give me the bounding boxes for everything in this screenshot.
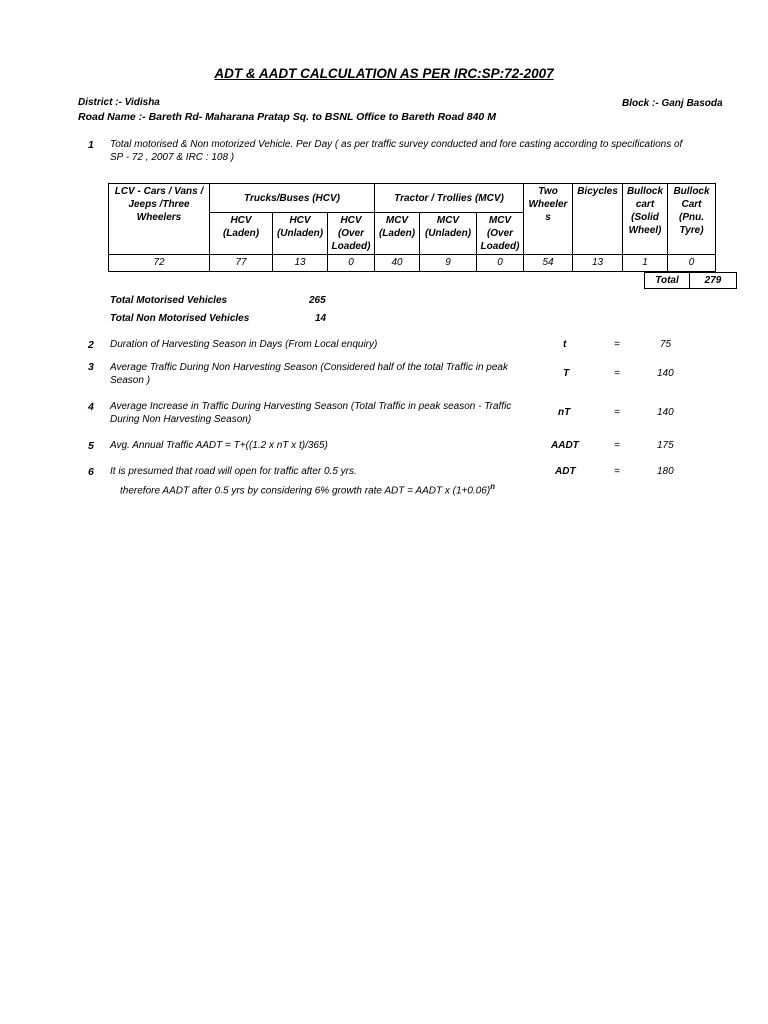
col-header-mcv-laden: MCV (Laden) (375, 213, 420, 255)
item-symbol: nT (558, 407, 571, 418)
col-header-mcv-over-loaded: MCV (Over Loaded) (477, 213, 524, 255)
col-header-hcv-laden: HCV (Laden) (210, 213, 273, 255)
item-equals: = (614, 339, 620, 350)
cell-mcv-unladen: 9 (420, 255, 477, 272)
col-header-bicycles: Bicycles (573, 184, 623, 255)
item-equals: = (614, 466, 620, 477)
item-text: Average Traffic During Non Harvesting Season (Considered half of the total Traffic in peak Season ) (110, 362, 508, 386)
item-value: 140 (657, 368, 674, 379)
item-symbol: AADT (551, 440, 579, 451)
item1-text-line2: SP - 72 , 2007 & IRC : 108 ) (110, 152, 235, 163)
total-motorised-label: Total Motorised Vehicles (110, 295, 228, 306)
cell-mcv-over-loaded: 0 (477, 255, 524, 272)
item-number: 2 (88, 339, 94, 351)
col-header-hcv-unladen: HCV (Unladen) (273, 213, 328, 255)
item-value: 75 (660, 339, 672, 350)
item-number: 3 (88, 361, 94, 373)
item-text: Average Increase in Traffic During Harvesting Season (Total Traffic in peak season - Traffic During Non Harvesting Season) (110, 401, 512, 425)
item-symbol: T (563, 368, 570, 379)
col-header-lcv: LCV - Cars / Vans / Jeeps /Three Wheelers (109, 184, 210, 255)
item1-text-line1: Total motorised & Non motorized Vehicle. Per Day ( as per traffic survey conducted and fore casting according to specifications of (110, 139, 683, 150)
item-value: 175 (657, 440, 674, 451)
item-value: 140 (657, 407, 674, 418)
item-value: 180 (657, 466, 674, 477)
cell-bullock-cart-pnu: 0 (668, 255, 716, 272)
item6-growth-formula: therefore AADT after 0.5 yrs by considering 6% growth rate ADT = AADT x $(1+0.06)^n$ (120, 482, 496, 497)
exponent-n: n (490, 482, 496, 491)
cell-lcv: 72 (109, 255, 210, 272)
total-box (644, 272, 737, 289)
group-header-mcv: Tractor / Trollies (MCV) (375, 184, 524, 213)
cell-mcv-laden: 40 (375, 255, 420, 272)
traffic-count-table (108, 183, 716, 272)
item-text: Duration of Harvesting Season in Days (From Local enquiry) (110, 339, 378, 350)
page-title: ADT & AADT CALCULATION AS PER IRC:SP:72-2007 (214, 66, 554, 81)
item-text: It is presumed that road will open for traffic after 0.5 yrs. (110, 466, 357, 477)
col-header-hcv-over-loaded: HCV (Over Loaded) (328, 213, 375, 255)
cell-hcv-laden: 77 (210, 255, 273, 272)
cell-bullock-cart-solid: 1 (623, 255, 668, 272)
cell-hcv-over-loaded: 0 (328, 255, 375, 272)
item-equals: = (614, 368, 620, 379)
cell-hcv-unladen: 13 (273, 255, 328, 272)
total-non-motorised-value: 14 (315, 313, 327, 324)
item-symbol: ADT (555, 466, 576, 477)
col-header-two-wheelers: Two Wheeler s (524, 184, 573, 255)
item-symbol: t (563, 339, 567, 350)
district-label: District :- Vidisha (78, 97, 160, 108)
total-motorised-value: 265 (309, 295, 326, 306)
col-header-mcv-unladen: MCV (Unladen) (420, 213, 477, 255)
item-number: 5 (88, 440, 94, 452)
item-number: 1 (88, 139, 94, 151)
total-non-motorised-label: Total Non Motorised Vehicles (110, 313, 250, 324)
item-number: 4 (88, 401, 94, 413)
cell-two-wheelers: 54 (524, 255, 573, 272)
item-text: Avg. Annual Traffic AADT = T+((1.2 x nT x t)/365) (110, 440, 328, 451)
item-equals: = (614, 440, 620, 451)
road-name: Road Name :- Bareth Rd- Maharana Pratap Sq. to BSNL Office to Bareth Road 840 M (78, 111, 496, 123)
item-equals: = (614, 407, 620, 418)
group-header-hcv: Trucks/Buses (HCV) (210, 184, 375, 213)
cell-bicycles: 13 (573, 255, 623, 272)
block-label: Block :- Ganj Basoda (622, 98, 723, 109)
col-header-bullock-cart-pnu: Bullock Cart (Pnu. Tyre) (668, 184, 716, 255)
total-label: Total (645, 273, 690, 289)
col-header-bullock-cart-solid: Bullock cart (Solid Wheel) (623, 184, 668, 255)
item-number: 6 (88, 466, 94, 478)
total-value: 279 (690, 273, 737, 289)
